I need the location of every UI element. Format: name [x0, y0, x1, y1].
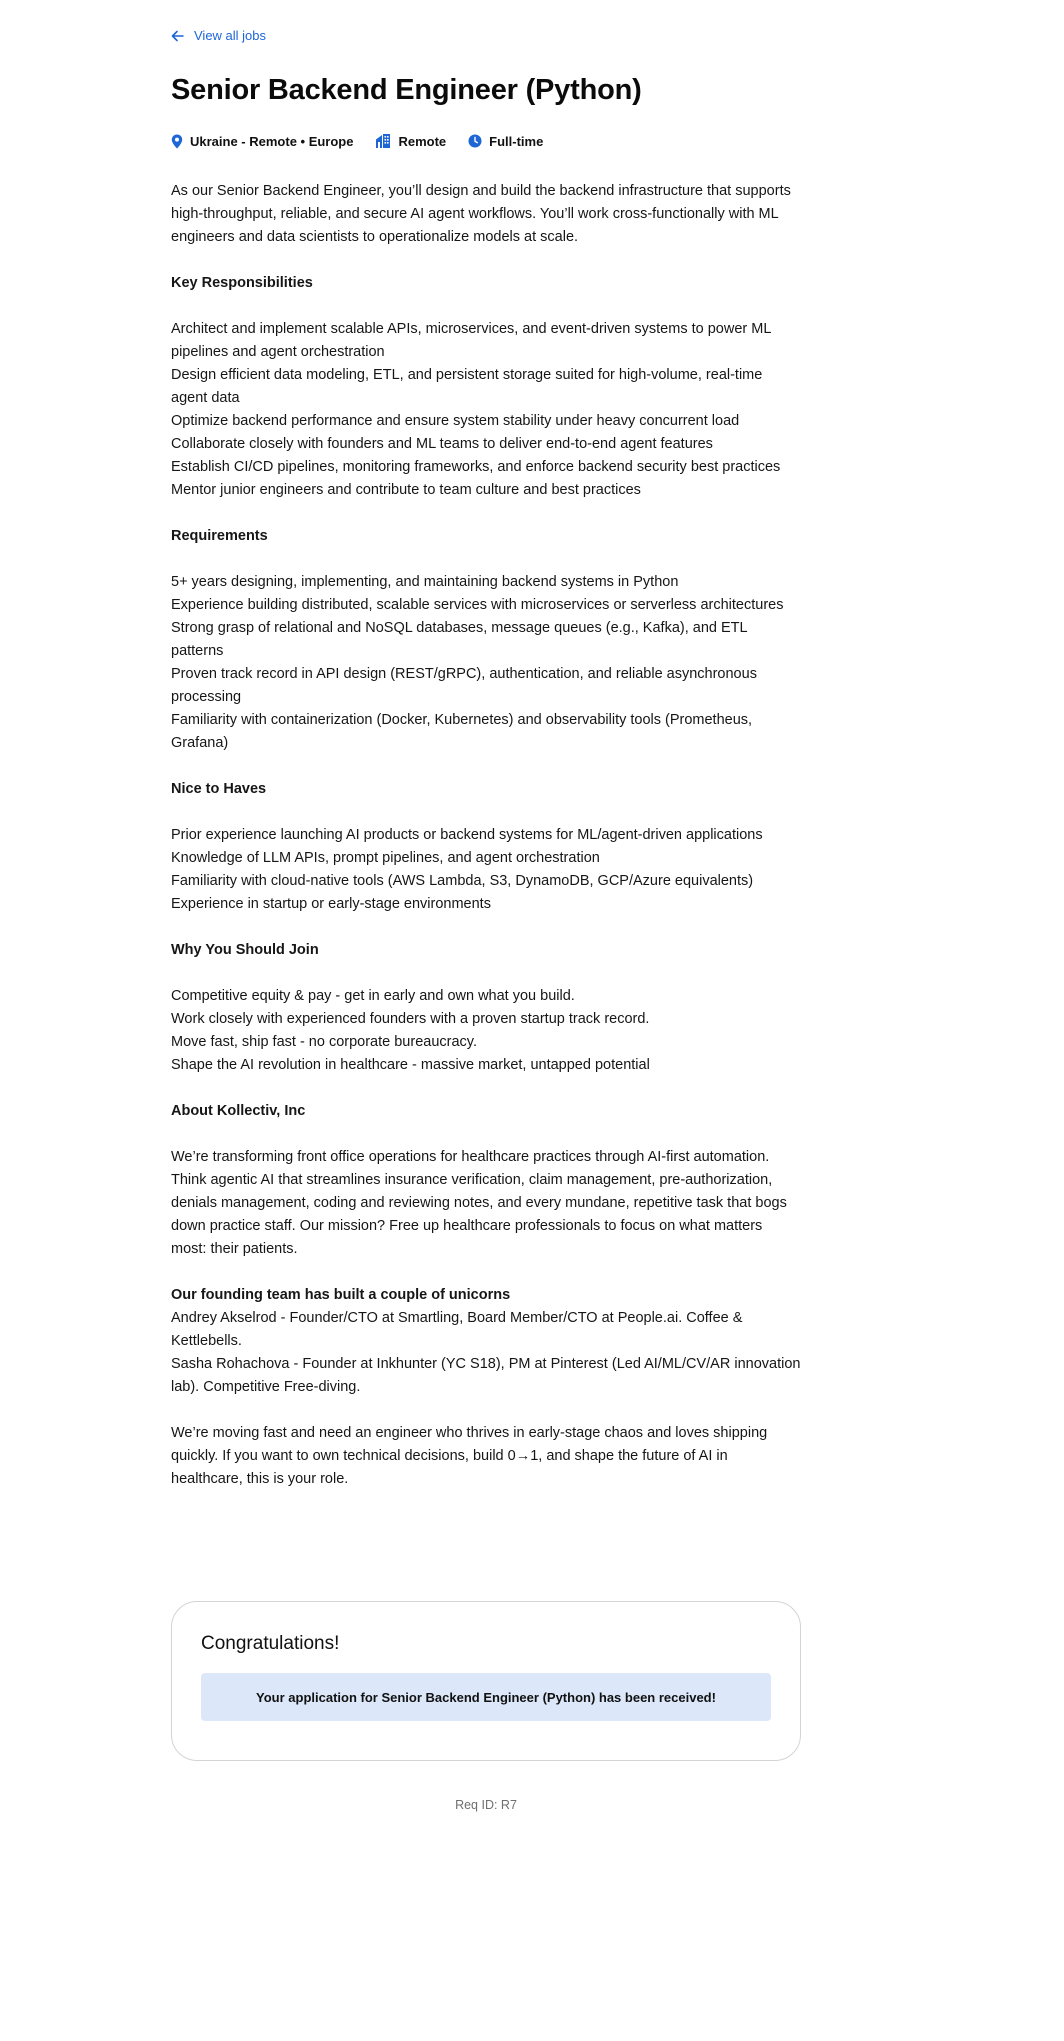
list-item: Mentor junior engineers and contribute to team culture and best practices [171, 482, 641, 498]
list-item: Familiarity with containerization (Docker, Kubernetes) and observability tools (Prometheus, Grafana) [171, 712, 753, 751]
list-item: Prior experience launching AI products or backend systems for ML/agent-driven applications [171, 827, 763, 843]
confirmation-title: Congratulations! [201, 1633, 340, 1654]
list-item: Architect and implement scalable APIs, microservices, and event-driven systems to power ML pipelines and agent orchestration [171, 321, 771, 360]
job-meta [171, 133, 565, 149]
about-heading: About Kollectiv, Inc [171, 1103, 306, 1119]
intro-paragraph: As our Senior Backend Engineer, you’ll design and build the backend infrastructure that supports high-throughput, reliable, and secure AI agent workflows. You’ll work cross-functionally with ML engineers and data scientists to operationalize models at scale. [171, 183, 791, 245]
list-item: Experience in startup or early-stage environments [171, 896, 491, 912]
view-all-jobs-link[interactable] [171, 28, 266, 43]
workplace-meta [375, 133, 446, 149]
confirmation-notice: Your application for Senior Backend Engineer (Python) has been received! [201, 1673, 771, 1721]
list-item: Shape the AI revolution in healthcare - massive market, untapped potential [171, 1057, 650, 1073]
list-item: Experience building distributed, scalable services with microservices or serverless architectures [171, 597, 784, 613]
responsibilities-heading: Key Responsibilities [171, 275, 313, 291]
closing-paragraph: We’re moving fast and need an engineer who thrives in early-stage chaos and loves shipping quickly. If you want to own technical decisions, build 0→1, and shape the future of AI in healthcare, this is your role. [171, 1425, 768, 1487]
list-item: Proven track record in API design (REST/gRPC), authentication, and reliable asynchronous processing [171, 666, 757, 705]
list-item: Sasha Rohachova - Founder at Inkhunter (YC S18), PM at Pinterest (Led AI/ML/CV/AR innovation lab). Competitive Free-diving. [171, 1356, 801, 1395]
list-item: 5+ years designing, implementing, and maintaining backend systems in Python [171, 574, 679, 590]
list-item: Andrey Akselrod - Founder/CTO at Smartling, Board Member/CTO at People.ai. Coffee & Kettlebells. [171, 1310, 743, 1349]
list-item: Design efficient data modeling, ETL, and persistent storage suited for high-volume, real-time agent data [171, 367, 763, 406]
location-text: Ukraine - Remote • Europe [190, 133, 354, 149]
list-item: Work closely with experienced founders with a proven startup track record. [171, 1011, 650, 1027]
founding-team-heading: Our founding team has built a couple of unicorns [171, 1287, 511, 1303]
nice-to-haves-heading: Nice to Haves [171, 781, 267, 797]
list-item: Establish CI/CD pipelines, monitoring frameworks, and enforce backend security best practices [171, 459, 781, 475]
requisition-id: Req ID: R7 [455, 1798, 517, 1812]
clock-icon [468, 134, 482, 148]
list-item: Move fast, ship fast - no corporate bureaucracy. [171, 1034, 477, 1050]
about-paragraph: We’re transforming front office operations for healthcare practices through AI-first automation. Think agentic AI that streamlines insurance verification, claim management, pre-authorization, denials management, coding and reviewing notes, and every mundane, repetitive task that bogs down practice staff. Our mission? Free up healthcare professionals to focus on what matters most: their patients. [171, 1149, 787, 1257]
list-item: Strong grasp of relational and NoSQL databases, message queues (e.g., Kafka), and ETL patterns [171, 620, 748, 659]
requirements-heading: Requirements [171, 528, 268, 544]
list-item: Collaborate closely with founders and ML teams to deliver end-to-end agent features [171, 436, 713, 452]
employment-type-meta [468, 134, 543, 149]
job-title: Senior Backend Engineer (Python) [171, 74, 642, 106]
list-item: Optimize backend performance and ensure system stability under heavy concurrent load [171, 413, 740, 429]
workplace-text: Remote [398, 133, 447, 149]
application-confirmation-card [171, 1601, 801, 1761]
arrow-left-icon [171, 30, 184, 42]
list-item: Familiarity with cloud-native tools (AWS Lambda, S3, DynamoDB, GCP/Azure equivalents) [171, 873, 754, 889]
job-description [171, 180, 801, 1491]
list-item: Knowledge of LLM APIs, prompt pipelines, and agent orchestration [171, 850, 600, 866]
employment-type-text: Full-time [489, 133, 544, 149]
location-pin-icon [171, 134, 183, 149]
view-all-jobs-label: View all jobs [194, 28, 267, 43]
location-meta [171, 134, 353, 149]
building-icon [375, 133, 391, 149]
list-item: Competitive equity & pay - get in early and own what you build. [171, 988, 575, 1004]
why-join-heading: Why You Should Join [171, 942, 319, 958]
